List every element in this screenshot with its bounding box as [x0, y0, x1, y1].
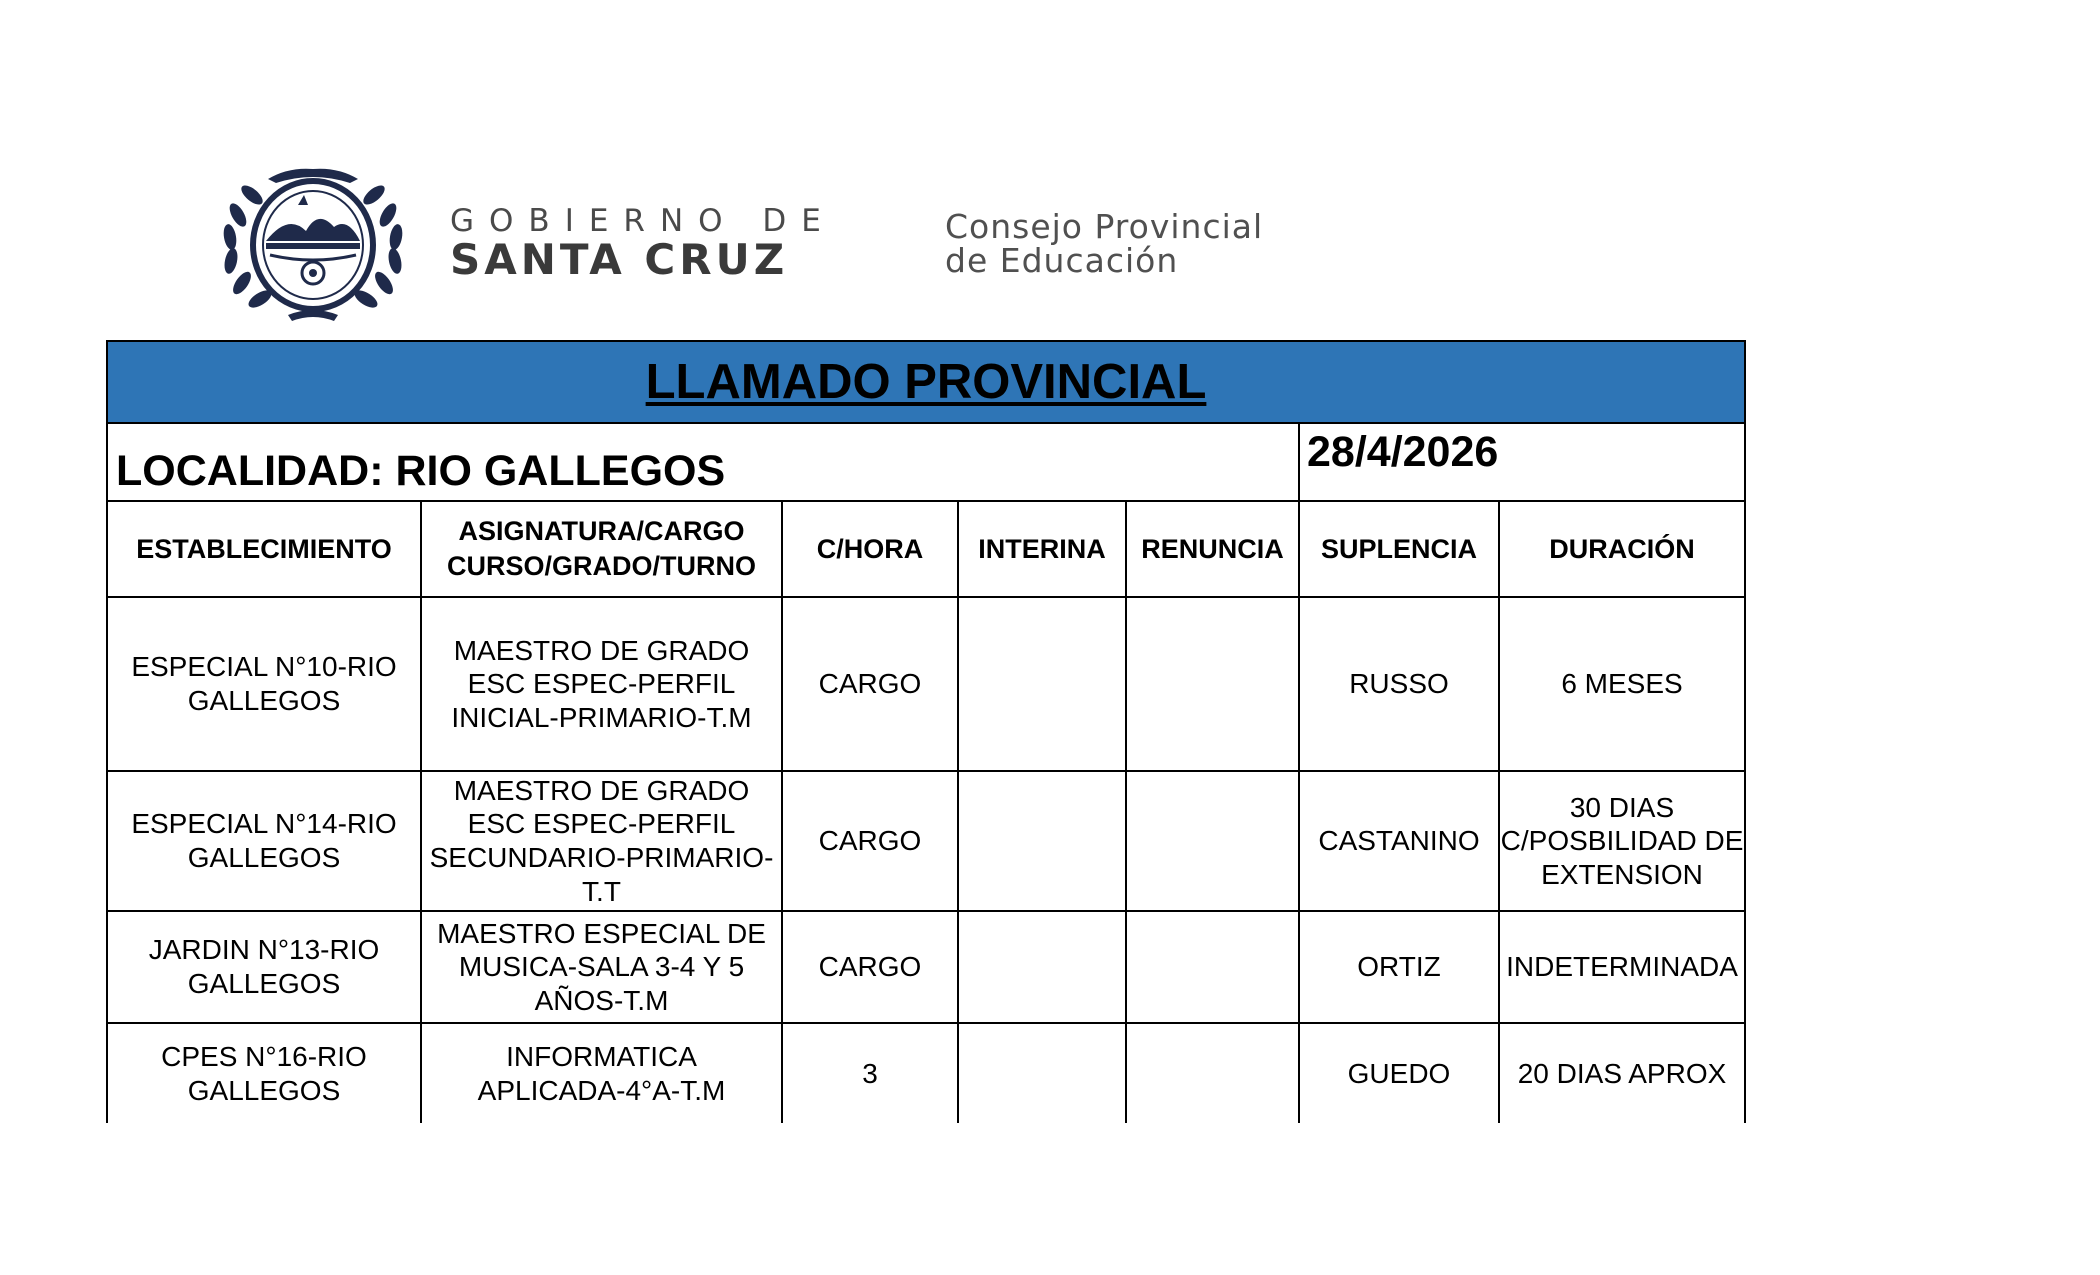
cell-chora: CARGO [782, 911, 958, 1023]
cell-establecimiento: ESPECIAL N°10-RIO GALLEGOS [107, 597, 421, 771]
cell-establecimiento: ESPECIAL N°14-RIO GALLEGOS [107, 771, 421, 911]
cell-duracion: 20 DIAS APROX [1499, 1023, 1745, 1123]
cell-establecimiento: JARDIN N°13-RIO GALLEGOS [107, 911, 421, 1023]
cell-establecimiento: CPES N°16-RIO GALLEGOS [107, 1023, 421, 1123]
col-asignatura-line1: ASIGNATURA/CARGO [458, 516, 745, 547]
call-date: 28/4/2026 [1299, 423, 1745, 501]
col-chora: C/HORA [782, 501, 958, 597]
cell-interina [958, 911, 1126, 1023]
cell-duracion: INDETERMINADA [1499, 911, 1745, 1023]
government-line1: GOBIERNO DE [450, 203, 836, 239]
santa-cruz-seal-icon [218, 165, 408, 323]
cell-asignatura: INFORMATICA APLICADA-4°A-T.M [421, 1023, 782, 1123]
locality-row [107, 423, 1745, 501]
locality-label: LOCALIDAD: RIO GALLEGOS [107, 423, 1299, 501]
cell-chora: CARGO [782, 771, 958, 911]
title-banner [107, 341, 1745, 423]
cell-interina [958, 1023, 1126, 1123]
col-renuncia: RENUNCIA [1126, 501, 1299, 597]
col-suplencia: SUPLENCIA [1299, 501, 1499, 597]
cell-suplencia: GUEDO [1299, 1023, 1499, 1123]
table-row [107, 911, 1745, 1023]
table-title: LLAMADO PROVINCIAL [645, 355, 1207, 409]
cell-renuncia [1126, 771, 1299, 911]
cell-renuncia [1126, 597, 1299, 771]
col-asignatura-line2: CURSO/GRADO/TURNO [447, 551, 756, 581]
title-cell [107, 341, 1745, 423]
cell-suplencia: RUSSO [1299, 597, 1499, 771]
council-line1: Consejo Provincial [945, 207, 1264, 246]
cell-interina [958, 597, 1126, 771]
cell-renuncia [1126, 911, 1299, 1023]
col-interina: INTERINA [958, 501, 1126, 597]
table-row [107, 1023, 1745, 1123]
government-line2: SANTA CRUZ [450, 235, 789, 284]
table-row [107, 597, 1745, 771]
cell-duracion: 6 MESES [1499, 597, 1745, 771]
cell-chora: CARGO [782, 597, 958, 771]
cell-suplencia: CASTANINO [1299, 771, 1499, 911]
llamado-table [106, 340, 1746, 1123]
table-row [107, 771, 1745, 911]
council-logotype [945, 207, 1264, 280]
cell-interina [958, 771, 1126, 911]
header-row [107, 501, 1745, 597]
col-asignatura [421, 501, 782, 597]
cell-asignatura: MAESTRO DE GRADO ESC ESPEC-PERFIL SECUNDARIO-PRIMARIO-T.T [421, 771, 782, 911]
council-line2: de Educación [945, 240, 1179, 280]
cell-chora: 3 [782, 1023, 958, 1123]
col-duracion: DURACIÓN [1499, 501, 1745, 597]
cell-asignatura: MAESTRO ESPECIAL DE MUSICA-SALA 3-4 Y 5 AÑOS-T.M [421, 911, 782, 1023]
cell-suplencia: ORTIZ [1299, 911, 1499, 1023]
government-logotype [450, 203, 836, 284]
cell-renuncia [1126, 1023, 1299, 1123]
cell-duracion: 30 DIAS C/POSBILIDAD DE EXTENSION [1499, 771, 1745, 911]
cell-asignatura: MAESTRO DE GRADO ESC ESPEC-PERFIL INICIAL-PRIMARIO-T.M [421, 597, 782, 771]
col-establecimiento: ESTABLECIMIENTO [107, 501, 421, 597]
